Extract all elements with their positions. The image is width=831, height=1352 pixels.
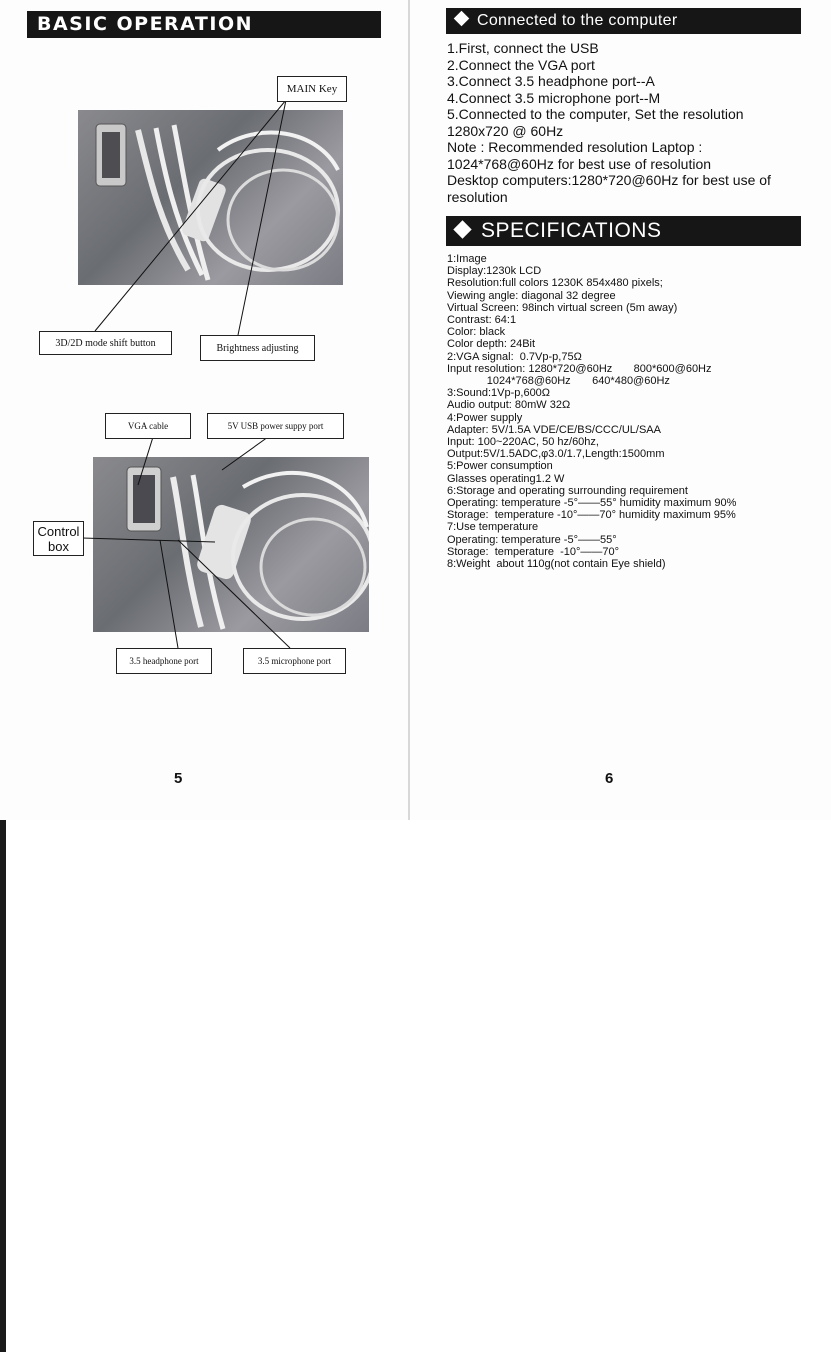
- spec-line: 1024*768@60Hz 640*480@60Hz: [447, 375, 670, 388]
- step-line: Desktop computers:1280*720@60Hz for best use of: [447, 172, 771, 188]
- microphone-port-label: 3.5 microphone port: [243, 648, 346, 674]
- cable-illustration-top: [78, 110, 343, 285]
- spec-line: Virtual Screen: 98inch virtual screen (5m away): [447, 301, 678, 314]
- diamond-bullet-icon: [453, 220, 471, 238]
- connected-header-text: Connected to the computer: [477, 12, 678, 29]
- spec-line: Contrast: 64:1: [447, 314, 517, 327]
- spec-line: 4:Power supply: [447, 411, 523, 424]
- spec-line: Storage: temperature -10°——70°: [447, 545, 620, 558]
- spec-line: Glasses operating1.2 W: [447, 472, 565, 485]
- cable-photo-top: [78, 110, 343, 285]
- spec-line: Input resolution: 1280*720@60Hz 800*600@60Hz: [447, 362, 712, 375]
- spec-line: Resolution:full colors 1230K 854x480 pixels;: [447, 277, 663, 290]
- cable-illustration-bottom: [93, 457, 369, 632]
- step-line: 2.Connect the VGA port: [447, 56, 595, 73]
- spec-line: Input: 100~220AC, 50 hz/60hz,: [447, 436, 599, 449]
- page-number-right: 6: [605, 770, 614, 787]
- basic-operation-header: BASIC OPERATION: [27, 11, 381, 38]
- scan-edge-shadow: [0, 820, 6, 1352]
- diamond-bullet-icon: [454, 11, 470, 27]
- spec-line: 6:Storage and operating surrounding requirement: [447, 484, 688, 497]
- page-number-left: 5: [174, 770, 183, 787]
- left-page: [0, 0, 408, 820]
- spec-line: Adapter: 5V/1.5A VDE/CE/BS/CCC/UL/SAA: [447, 423, 661, 436]
- main-key-label: MAIN Key: [277, 76, 347, 102]
- spec-line: Color depth: 24Bit: [447, 338, 536, 351]
- spec-line: Color: black: [447, 326, 506, 339]
- spec-line: 5:Power consumption: [447, 460, 553, 473]
- step-line: 1.First, connect the USB: [447, 40, 599, 56]
- spec-line: Operating: temperature -5°——55°: [447, 533, 617, 546]
- mode-shift-label: 3D/2D mode shift button: [39, 331, 172, 355]
- vga-cable-label: VGA cable: [105, 413, 191, 439]
- spec-line: Audio output: 80mW 32Ω: [447, 399, 571, 412]
- control-box-label: [33, 521, 84, 556]
- step-line: Note : Recommended resolution Laptop :: [447, 139, 703, 155]
- step-line: 1024*768@60Hz for best use of resolution: [447, 155, 712, 172]
- step-line: 4.Connect 3.5 microphone port--M: [447, 89, 661, 106]
- spec-line: Output:5V/1.5ADC,φ3.0/1.7,Length:1500mm: [447, 448, 665, 461]
- specifications-list: [447, 253, 819, 570]
- spec-line: 3:Sound:1Vp-p,600Ω: [447, 387, 551, 400]
- spec-line: 8:Weight about 110g(not contain Eye shield): [447, 558, 666, 571]
- cable-photo-bottom: [93, 457, 369, 632]
- spec-line: Display:1230k LCD: [447, 265, 542, 278]
- usb-power-label: 5V USB power suppy port: [207, 413, 344, 439]
- control-box-label-line1: Control: [37, 523, 80, 539]
- specifications-header-text: SPECIFICATIONS: [481, 219, 662, 242]
- step-line: 3.Connect 3.5 headphone port--A: [447, 73, 655, 89]
- connected-header: [446, 8, 801, 34]
- step-line: 5.Connected to the computer, Set the resolution: [447, 106, 744, 122]
- connection-steps: [447, 40, 817, 205]
- spec-line: 7:Use temperature: [447, 521, 539, 534]
- spec-line: 2:VGA signal: 0.7Vp-p,75Ω: [447, 350, 582, 363]
- step-line: resolution: [447, 188, 508, 205]
- spec-line: 1:Image: [447, 253, 487, 265]
- spec-line: Viewing angle: diagonal 32 degree: [447, 289, 616, 302]
- control-box-label-line2: box: [48, 538, 69, 554]
- brightness-label: Brightness adjusting: [200, 335, 315, 361]
- step-line: 1280x720 @ 60Hz: [447, 122, 564, 139]
- spec-line: Storage: temperature -10°——70° humidity maximum 95%: [447, 509, 736, 522]
- spec-line: Operating: temperature -5°——55° humidity maximum 90%: [447, 497, 737, 510]
- headphone-port-label: 3.5 headphone port: [116, 648, 212, 674]
- right-page: [410, 0, 831, 820]
- specifications-header: [446, 216, 801, 246]
